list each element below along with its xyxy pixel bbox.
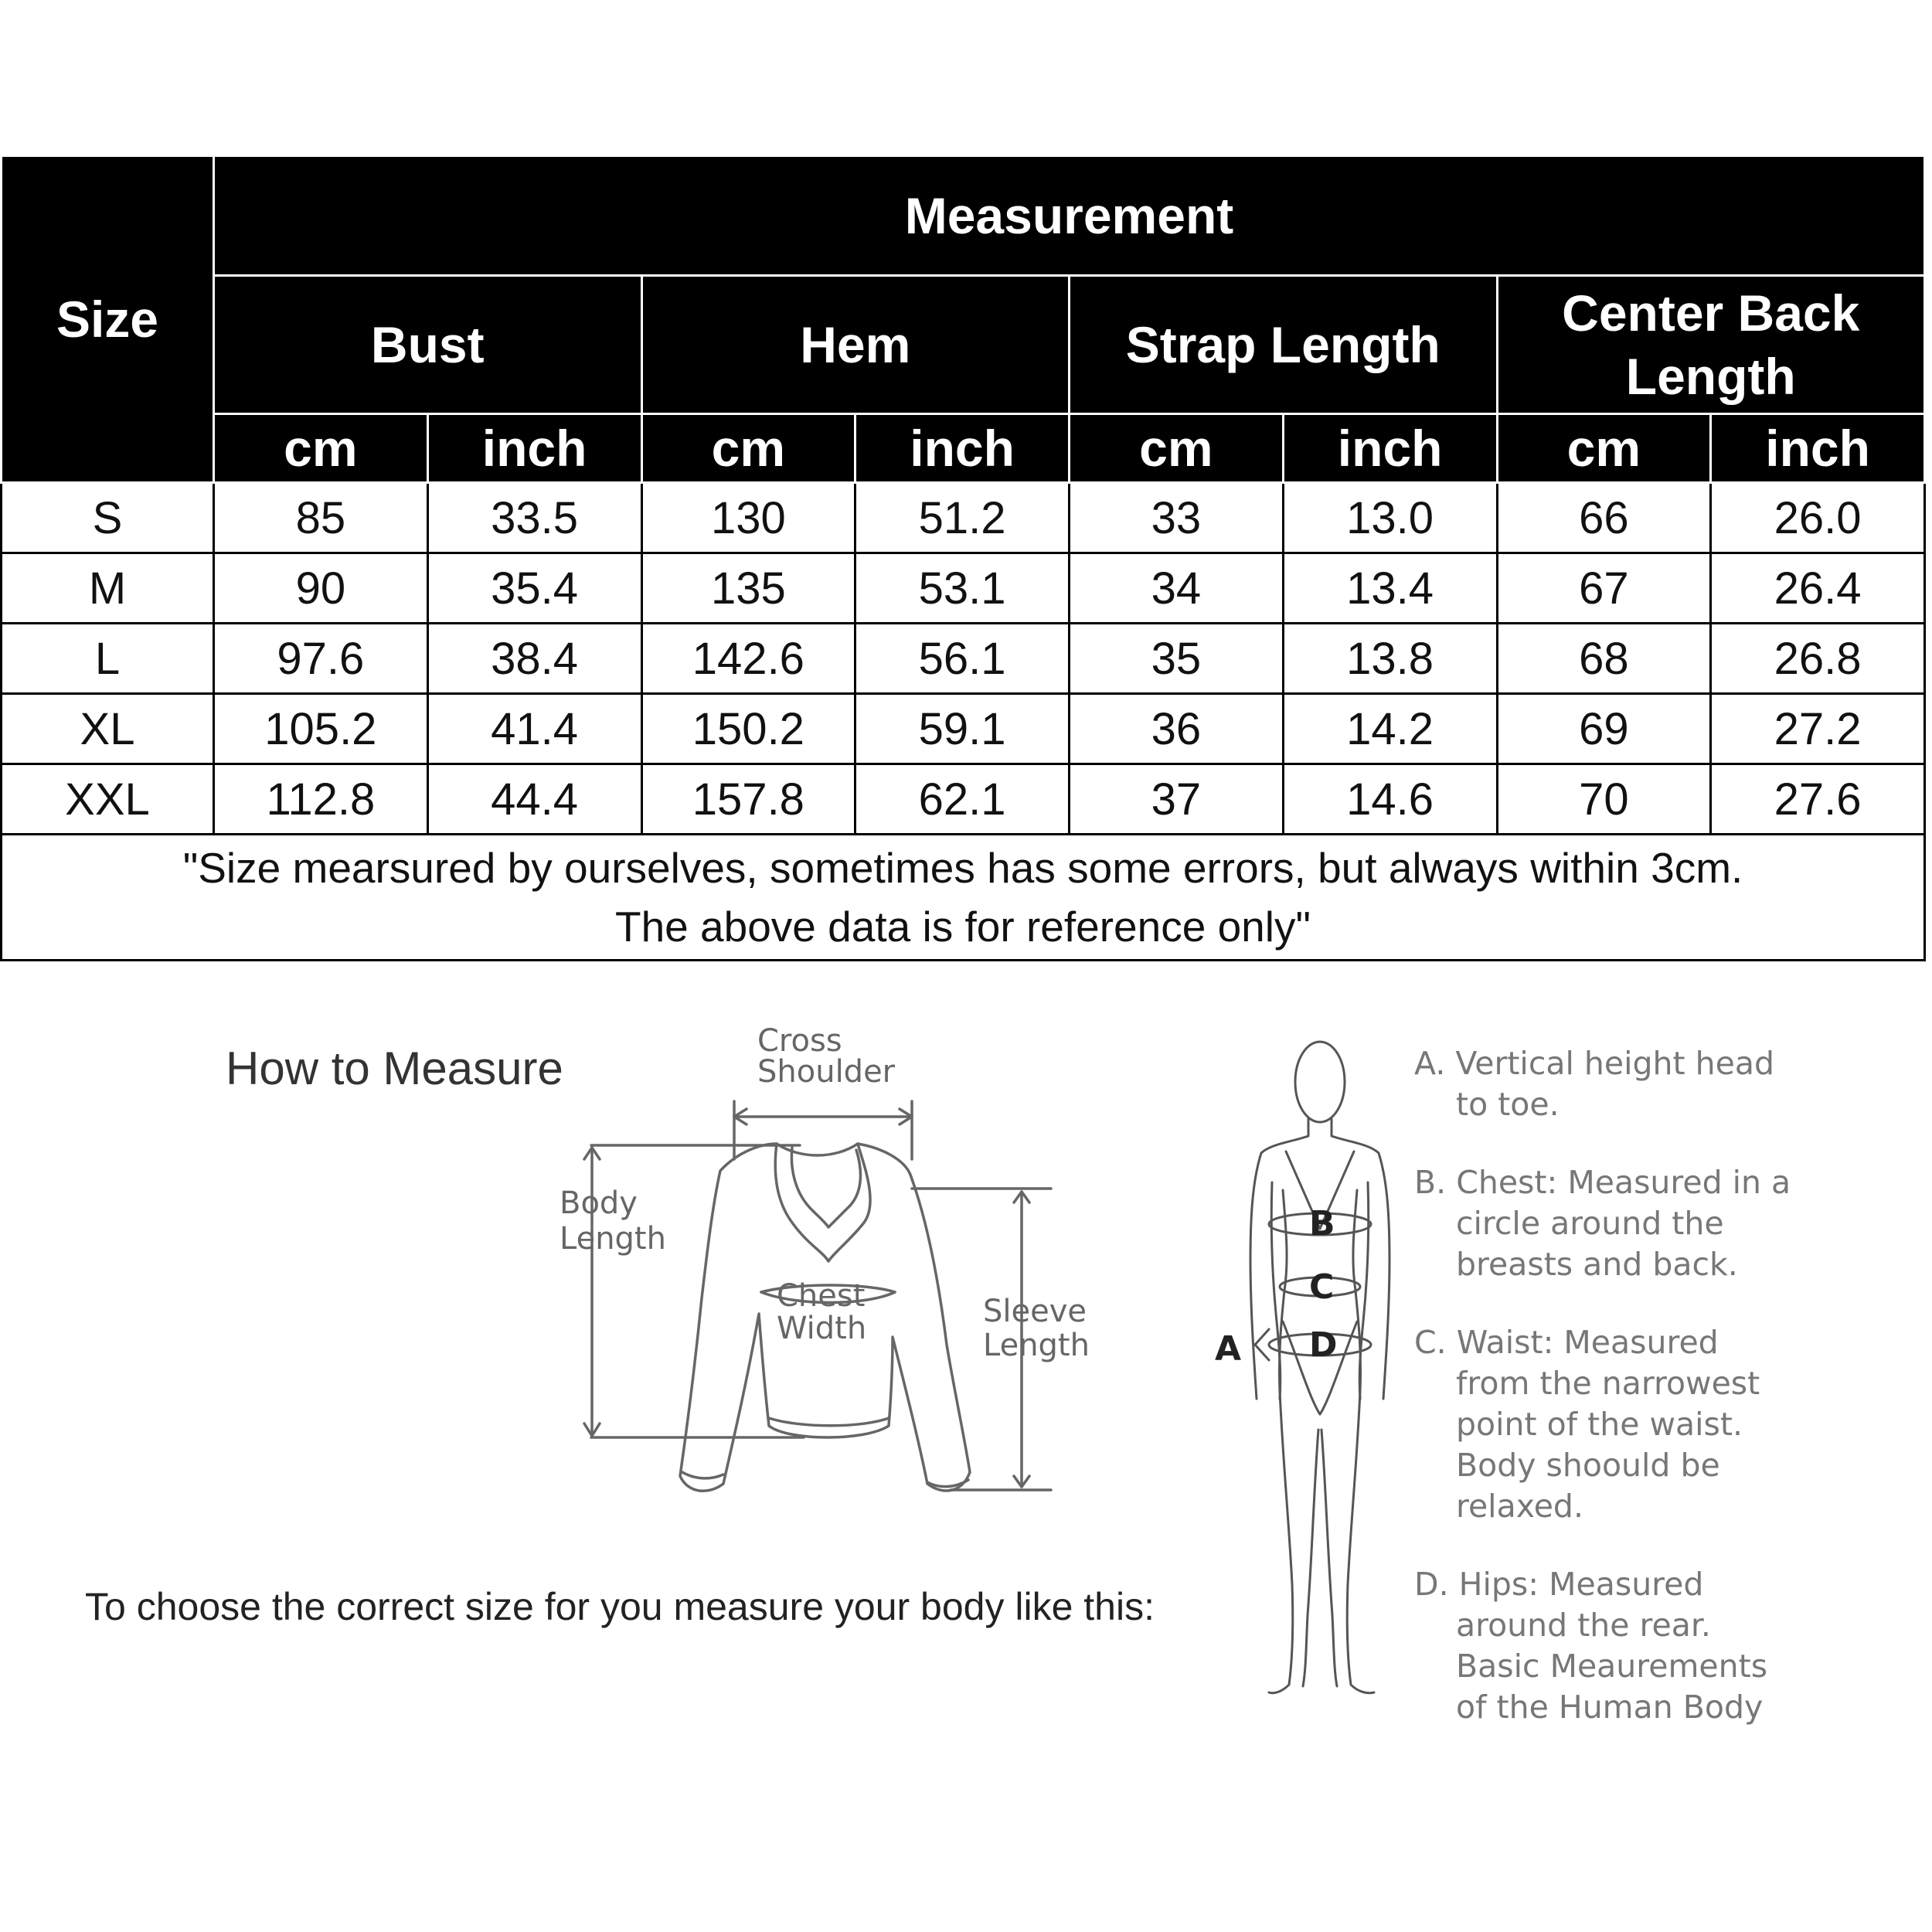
measurement-cell: 59.1	[855, 694, 1070, 764]
unit-header: cm	[214, 414, 428, 483]
cross-shoulder-label: Shoulder	[757, 1054, 896, 1090]
group-header-hem: Hem	[641, 276, 1070, 414]
size-cell: XXL	[2, 764, 214, 835]
marker-b: B	[1309, 1204, 1335, 1243]
note-text: Vertical height head to toe.	[1455, 1045, 1774, 1123]
size-cell: XL	[2, 694, 214, 764]
note-letter: D.	[1414, 1566, 1449, 1603]
measurement-cell: 69	[1497, 694, 1711, 764]
measurement-cell: 33.5	[427, 483, 641, 553]
measurement-cell: 35.4	[427, 553, 641, 624]
group-header-bust: Bust	[214, 276, 642, 414]
note-line-1: "Size mearsured by ourselves, sometimes has some errors, but always within 3cm.	[182, 844, 1743, 892]
unit-header: inch	[427, 414, 641, 483]
size-column-header: Size	[2, 156, 214, 483]
marker-c: C	[1309, 1267, 1335, 1307]
table-row	[2, 553, 1925, 624]
unit-header: inch	[1283, 414, 1497, 483]
unit-header: inch	[855, 414, 1070, 483]
table-row	[2, 624, 1925, 694]
note-letter: A.	[1414, 1045, 1446, 1082]
measurement-cell: 135	[641, 553, 855, 624]
table-row	[2, 483, 1925, 553]
sleeve-length-label: Length	[983, 1328, 1090, 1363]
measurement-cell: 66	[1497, 483, 1711, 553]
size-cell: L	[2, 624, 214, 694]
measurement-cell: 34	[1070, 553, 1284, 624]
unit-header: cm	[1497, 414, 1711, 483]
cross-shoulder-label: Cross	[757, 1023, 842, 1059]
instruction-text: To choose the correct size for you measure your body like this:	[85, 1585, 1155, 1628]
table-row	[2, 694, 1925, 764]
chest-width-label: Width	[777, 1311, 867, 1346]
measurement-cell: 150.2	[641, 694, 855, 764]
measurement-cell: 44.4	[427, 764, 641, 835]
size-chart-table	[0, 155, 1926, 961]
sleeve-length-label: Sleeve	[983, 1294, 1087, 1329]
chest-width-label: Chest	[777, 1278, 866, 1314]
measurement-cell: 70	[1497, 764, 1711, 835]
unit-header: cm	[1070, 414, 1284, 483]
how-to-measure-title: How to Measure	[226, 1043, 563, 1094]
measurement-cell: 26.4	[1711, 553, 1925, 624]
measurement-cell: 130	[641, 483, 855, 553]
marker-d: D	[1309, 1325, 1338, 1365]
group-header-center-back-length: Center Back Length	[1497, 276, 1925, 414]
measurement-cell: 33	[1070, 483, 1284, 553]
measurement-cell: 14.6	[1283, 764, 1497, 835]
note-row	[2, 835, 1925, 961]
measurement-cell: 53.1	[855, 553, 1070, 624]
measurement-cell: 27.6	[1711, 764, 1925, 835]
measurement-cell: 38.4	[427, 624, 641, 694]
note-c	[1414, 1322, 1909, 1527]
measurement-cell: 36	[1070, 694, 1284, 764]
note-text: Chest: Measured in a circle around the breasts and back.	[1456, 1164, 1791, 1283]
note-text: Hips: Measured around the rear. Basic Meaurements of the Human Body	[1456, 1566, 1768, 1726]
measurement-cell: 68	[1497, 624, 1711, 694]
note-d	[1414, 1564, 1909, 1728]
measurement-cell: 41.4	[427, 694, 641, 764]
size-cell: M	[2, 553, 214, 624]
measurement-cell: 13.4	[1283, 553, 1497, 624]
measurement-cell: 51.2	[855, 483, 1070, 553]
measurement-cell: 14.2	[1283, 694, 1497, 764]
table-row	[2, 764, 1925, 835]
note-text: Waist: Measured from the narrowest point of the waist. Body shoould be relaxed.	[1456, 1324, 1760, 1525]
measurement-cell: 142.6	[641, 624, 855, 694]
note-letter: C.	[1414, 1324, 1447, 1361]
marker-a: A	[1215, 1329, 1242, 1369]
size-cell: S	[2, 483, 214, 553]
measurement-cell: 85	[214, 483, 428, 553]
measurement-cell: 35	[1070, 624, 1284, 694]
measurement-cell: 13.8	[1283, 624, 1497, 694]
measurement-cell: 13.0	[1283, 483, 1497, 553]
measurement-cell: 157.8	[641, 764, 855, 835]
measurement-header: Measurement	[214, 156, 1925, 276]
measurement-cell: 105.2	[214, 694, 428, 764]
measurement-cell: 67	[1497, 553, 1711, 624]
measurement-cell: 97.6	[214, 624, 428, 694]
measurement-cell: 90	[214, 553, 428, 624]
body-measurement-figure	[1206, 1028, 1406, 1723]
note-b	[1414, 1162, 1909, 1285]
body-length-label: Body	[560, 1185, 638, 1221]
unit-header: inch	[1711, 414, 1925, 483]
unit-header: cm	[641, 414, 855, 483]
measurement-cell: 37	[1070, 764, 1284, 835]
garment-diagram	[541, 1020, 1128, 1522]
measurement-cell: 27.2	[1711, 694, 1925, 764]
measurement-cell: 26.8	[1711, 624, 1925, 694]
measurement-cell: 56.1	[855, 624, 1070, 694]
note-line-2: The above data is for reference only"	[614, 903, 1311, 951]
measurement-cell: 26.0	[1711, 483, 1925, 553]
note-a	[1414, 1043, 1909, 1125]
reference-note	[2, 835, 1925, 961]
body-length-label: Length	[560, 1221, 666, 1257]
measurement-cell: 62.1	[855, 764, 1070, 835]
note-letter: B.	[1414, 1164, 1447, 1201]
group-header-strap-length: Strap Length	[1070, 276, 1498, 414]
measurement-notes	[1414, 1043, 1909, 1765]
measurement-cell: 112.8	[214, 764, 428, 835]
